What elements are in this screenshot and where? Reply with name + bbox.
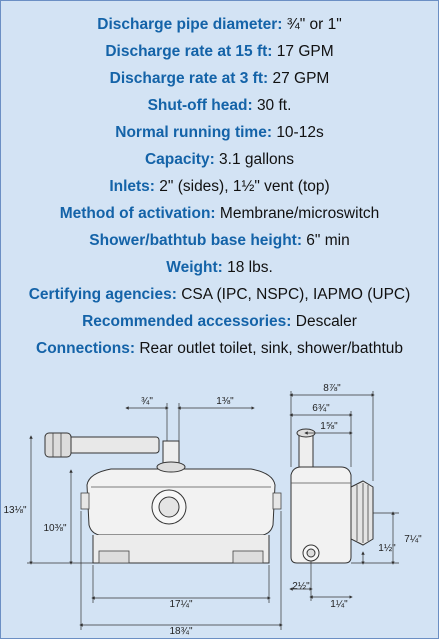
spec-label: Discharge pipe diameter: bbox=[97, 16, 283, 33]
spec-label: Capacity: bbox=[144, 151, 215, 168]
spec-label: Certifying agencies: bbox=[28, 286, 177, 303]
spec-recommended-accessories bbox=[1, 308, 438, 335]
dim-label-bottom-inlet-height: 1½" bbox=[378, 543, 396, 554]
front-discharge-pipe bbox=[63, 437, 159, 453]
side-vent bbox=[299, 433, 313, 467]
front-inlet-inner bbox=[159, 497, 179, 517]
spec-discharge-pipe-diameter bbox=[1, 11, 438, 38]
front-view-drawing bbox=[45, 433, 281, 563]
spec-label: Connections: bbox=[36, 340, 136, 357]
dim-label-bottom-outlet-offset: 1¼" bbox=[330, 599, 348, 610]
spec-label: Weight: bbox=[166, 259, 223, 276]
dim-label-inlet-height: 7¼" bbox=[404, 534, 422, 545]
spec-base-height bbox=[1, 227, 438, 254]
spec-value: 18 lbs. bbox=[227, 259, 273, 276]
spec-certifying-agencies bbox=[1, 281, 438, 308]
dim-label-vent-offset: 1⅝" bbox=[320, 421, 338, 432]
spec-value: Descaler bbox=[295, 313, 357, 330]
side-view-drawing bbox=[291, 429, 373, 563]
spec-normal-running-time bbox=[1, 119, 438, 146]
spec-label: Method of activation: bbox=[59, 205, 216, 222]
side-bottom-inlet-inner bbox=[307, 549, 315, 557]
spec-value: 30 ft. bbox=[256, 97, 292, 114]
spec-label: Inlets: bbox=[109, 178, 155, 195]
spec-value: Rear outlet toilet, sink, shower/bathtub bbox=[139, 340, 403, 357]
spec-value: 10-12s bbox=[276, 124, 324, 141]
spec-value: 6" min bbox=[306, 232, 350, 249]
spec-shut-off-head bbox=[1, 92, 438, 119]
spec-value: ¾" or 1" bbox=[286, 16, 342, 33]
dim-label-outlet-offset: ¾" bbox=[141, 396, 153, 407]
spec-discharge-rate-3ft bbox=[1, 65, 438, 92]
front-pipe-fitting bbox=[45, 433, 71, 457]
dimension-diagram bbox=[1, 375, 438, 637]
dim-label-total-width: 18¾" bbox=[169, 626, 193, 637]
spec-value: 3.1 gallons bbox=[219, 151, 295, 168]
spec-connections bbox=[1, 335, 438, 362]
spec-label: Discharge rate at 15 ft: bbox=[105, 43, 273, 60]
spec-method-of-activation bbox=[1, 200, 438, 227]
spec-weight bbox=[1, 254, 438, 281]
spec-value: 27 GPM bbox=[272, 70, 330, 87]
spec-label: Discharge rate at 3 ft: bbox=[109, 70, 269, 87]
spec-label: Normal running time: bbox=[115, 124, 272, 141]
front-tab-left bbox=[81, 493, 89, 509]
spec-label: Recommended accessories: bbox=[82, 313, 292, 330]
dim-label-base-width: 17¼" bbox=[169, 599, 193, 610]
side-rear-flange bbox=[351, 481, 373, 545]
dim-label-body-height: 10⅜" bbox=[43, 523, 67, 534]
dim-label-total-depth: 8⅞" bbox=[323, 383, 341, 394]
spec-value: Membrane/microswitch bbox=[219, 205, 380, 222]
front-vent-cap bbox=[157, 462, 185, 472]
spec-value: CSA (IPC, NSPC), IAPMO (UPC) bbox=[181, 286, 411, 303]
spec-discharge-rate-15ft bbox=[1, 38, 438, 65]
spec-list bbox=[1, 11, 438, 362]
spec-value: 17 GPM bbox=[276, 43, 334, 60]
dim-label-total-height: 13⅛" bbox=[3, 505, 27, 516]
dim-label-bottom-inlet-offset: 2½" bbox=[292, 581, 310, 592]
front-foot-left bbox=[99, 551, 129, 563]
spec-label: Shower/bathtub base height: bbox=[89, 232, 302, 249]
front-foot-right bbox=[233, 551, 263, 563]
spec-capacity bbox=[1, 146, 438, 173]
side-body-outline bbox=[291, 467, 351, 563]
dim-label-body-depth: 6¾" bbox=[312, 403, 330, 414]
spec-inlets bbox=[1, 173, 438, 200]
front-tab-right bbox=[273, 493, 281, 509]
dim-label-outlet-to-center: 1⅜" bbox=[216, 396, 234, 407]
spec-value: 2" (sides), 1½" vent (top) bbox=[159, 178, 330, 195]
spec-label: Shut-off head: bbox=[147, 97, 253, 114]
